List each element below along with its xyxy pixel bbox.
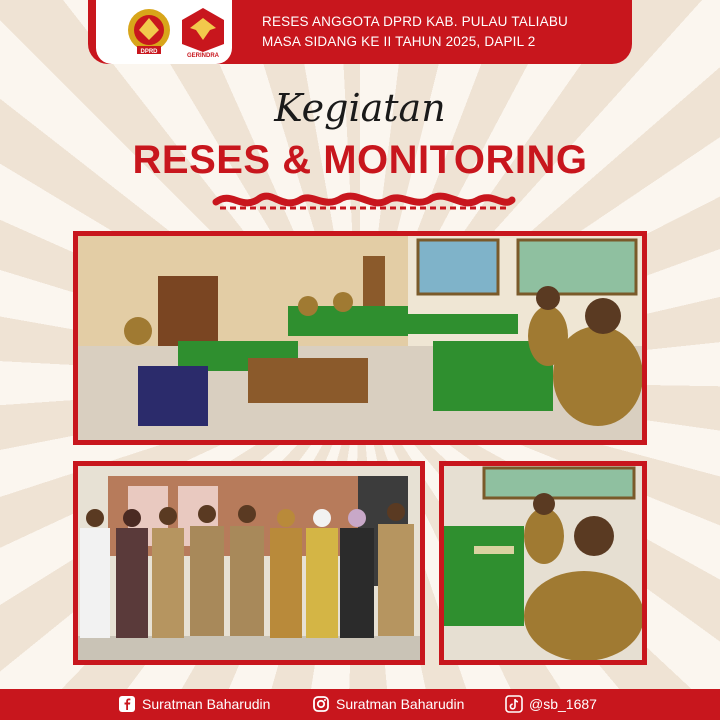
facebook-handle: Suratman Baharudin	[142, 696, 271, 712]
header-text	[262, 12, 624, 52]
instagram-link[interactable]	[312, 695, 464, 713]
tiktok-link[interactable]	[505, 695, 597, 713]
facebook-link[interactable]	[118, 695, 270, 713]
photo-group	[73, 461, 425, 665]
main-title: RESES & MONITORING	[132, 138, 588, 182]
instagram-icon	[312, 695, 330, 713]
instagram-handle: Suratman Baharudin	[336, 696, 465, 712]
photo-meeting-closeup	[439, 461, 647, 665]
tiktok-handle: @sb_1687	[529, 696, 597, 712]
dprd-logo	[124, 6, 174, 56]
photo-meeting-room	[73, 231, 647, 445]
gerindra-logo	[180, 6, 226, 58]
tiktok-icon	[505, 695, 523, 713]
gerindra-logo-text: GERINDRA	[186, 53, 220, 58]
dprd-logo-text: DPRD	[140, 49, 158, 55]
facebook-icon	[118, 695, 136, 713]
header-line-2: MASA SIDANG KE II TAHUN 2025, DAPIL 2	[262, 34, 536, 49]
header-line-1: RESES ANGGOTA DPRD KAB. PULAU TALIABU	[262, 14, 568, 29]
script-title: Kegiatan	[274, 86, 446, 130]
footer-bar	[0, 689, 720, 720]
scribble-decoration	[212, 188, 516, 214]
